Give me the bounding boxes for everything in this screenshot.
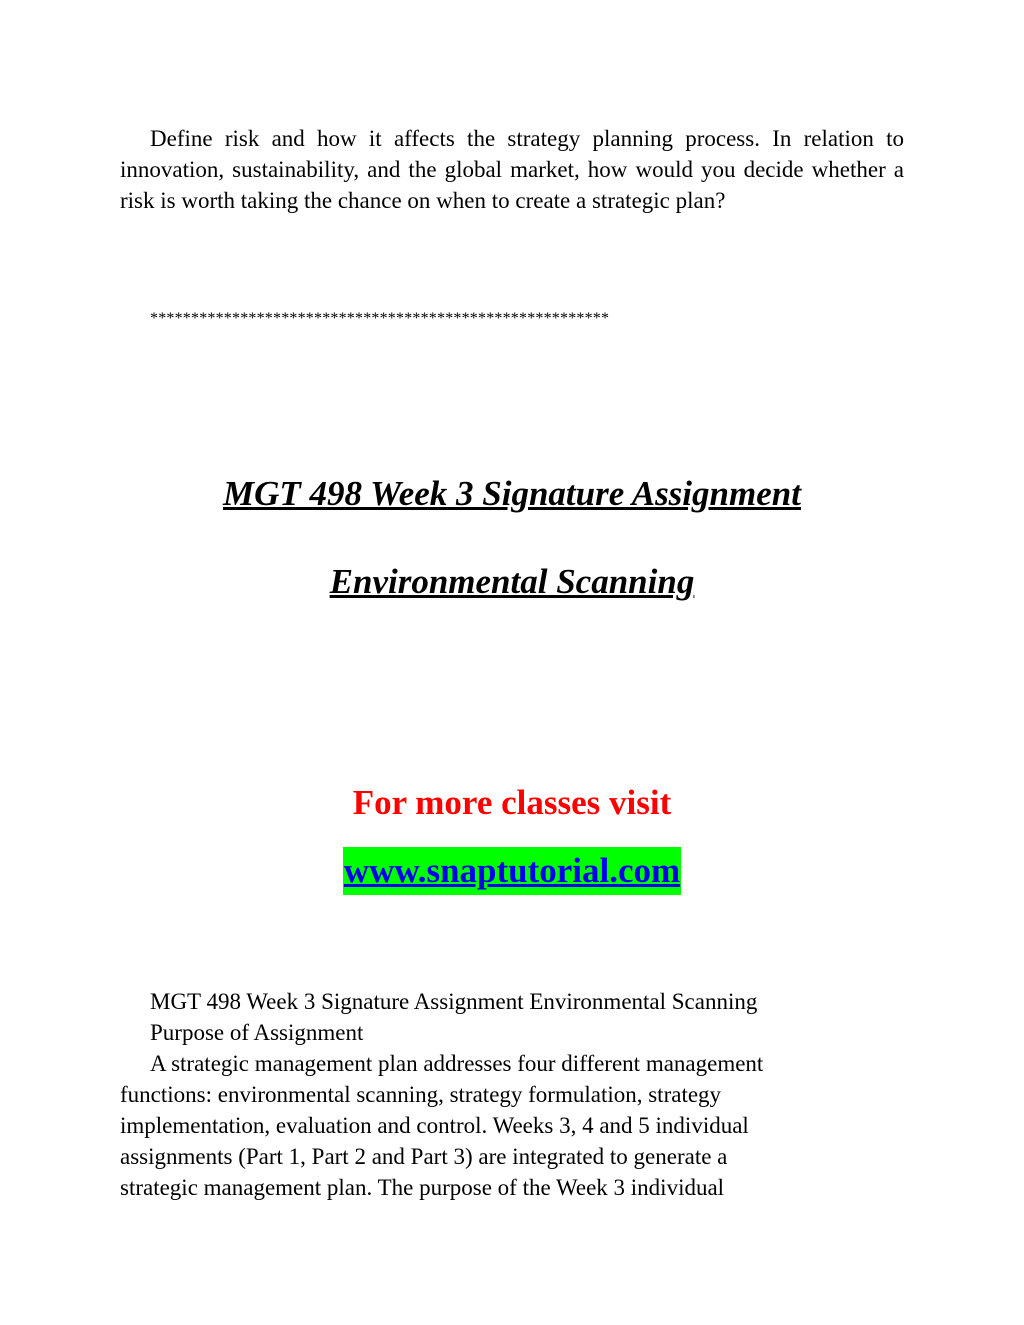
promo-text: For more classes visit xyxy=(352,783,672,822)
asterisk-divider: ******************************************************** xyxy=(150,310,610,327)
promo-link-container xyxy=(0,847,1024,895)
intro-paragraph: Define risk and how it affects the strategy planning process. In relation to innovation, sustainability, and the global market, how would you decide whether a risk is worth taking the chance on when to create a strategic plan? xyxy=(120,126,904,213)
purpose-line-4: assignments (Part 1, Part 2 and Part 3) are integrated to generate a xyxy=(120,1144,728,1169)
body-heading-line: MGT 498 Week 3 Signature Assignment Environmental Scanning xyxy=(150,989,758,1014)
purpose-heading: Purpose of Assignment xyxy=(150,1020,364,1045)
purpose-line-5: strategic management plan. The purpose of the Week 3 individual xyxy=(120,1175,725,1200)
snaptutorial-link[interactable]: www.snaptutorial.com xyxy=(343,847,681,895)
purpose-line-2: functions: environmental scanning, strategy formulation, strategy xyxy=(120,1082,722,1107)
purpose-line-1: A strategic management plan addresses four different management xyxy=(150,1051,764,1076)
purpose-paragraph xyxy=(120,1048,900,1203)
assignment-subtitle: Environmental Scanning xyxy=(329,562,695,601)
purpose-line-3: implementation, evaluation and control. Weeks 3, 4 and 5 individual xyxy=(120,1113,749,1138)
assignment-title: MGT 498 Week 3 Signature Assignment xyxy=(223,474,801,513)
assignment-body xyxy=(120,986,900,1203)
